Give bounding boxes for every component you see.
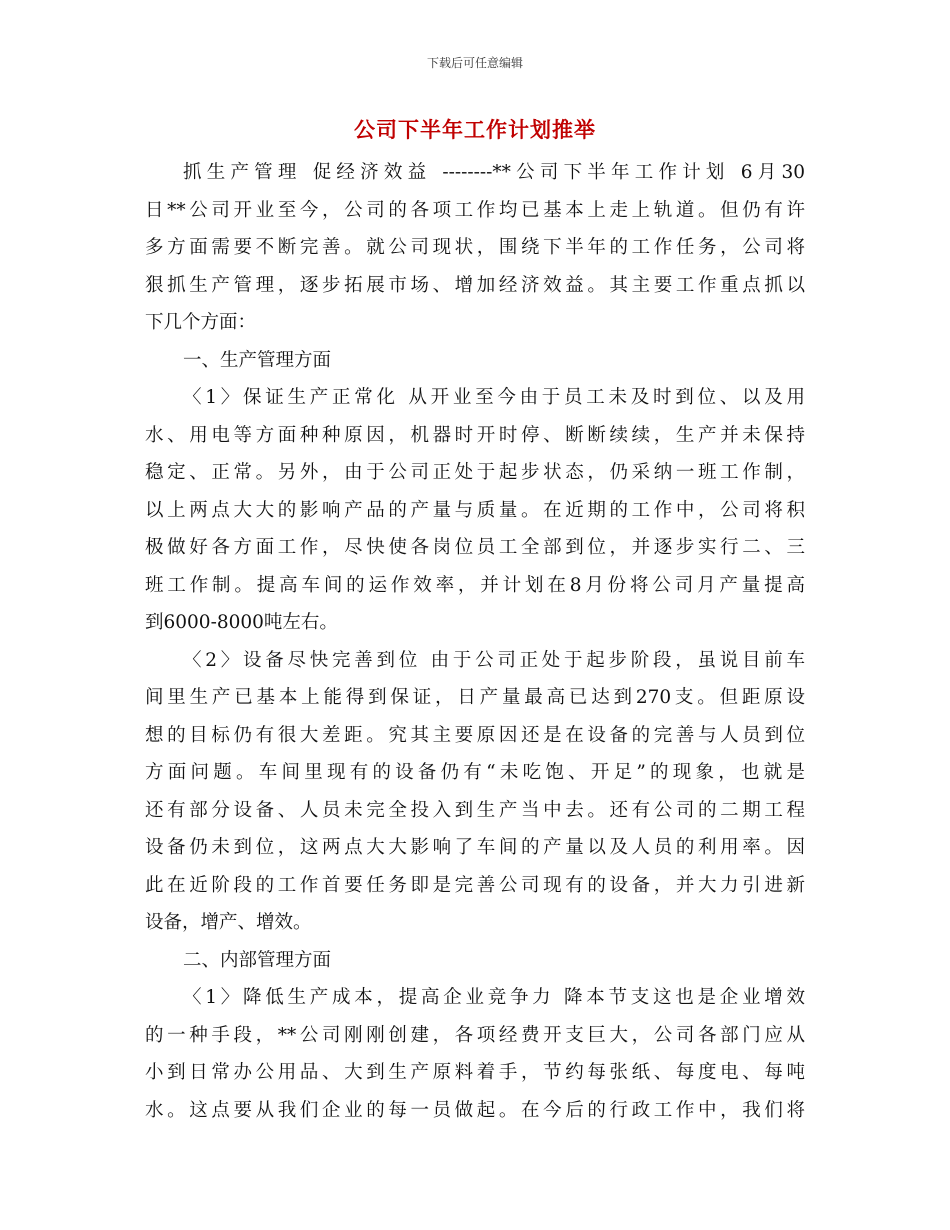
text-line: 班工作制。提高车间的运作效率，并计划在8月份将公司月产量提高 (145, 574, 805, 596)
text-line: 狠抓生产管理，逐步拓展市场、增加经济效益。其主要工作重点抓以 (145, 274, 805, 296)
document-body (145, 154, 805, 1129)
text-line: 间里生产已基本上能得到保证，日产量最高已达到270支。但距原设 (145, 687, 805, 708)
text-line: 极做好各方面工作，尽快使各岗位员工全部到位，并逐步实行二、三 (145, 537, 805, 558)
document-title: 公司下半年工作计划推举 (354, 118, 596, 142)
text-line: 二、内部管理方面 (183, 949, 332, 971)
text-line: 此在近阶段的工作首要任务即是完善公司现有的设备，并大力引进新 (145, 874, 805, 896)
text-line: 一、生产管理方面 (183, 349, 332, 371)
header-note: 下载后可任意编辑 (426, 56, 523, 70)
text-line: 〈1〉保证生产正常化 从开业至今由于员工未及时到位、以及用 (183, 387, 805, 408)
text-line: 方面问题。车间里现有的设备仍有“未吃饱、开足”的现象，也就是 (145, 762, 805, 783)
text-line: 的一种手段，**公司刚刚创建，各项经费开支巨大，公司各部门应从 (145, 1024, 805, 1046)
text-line: 抓生产管理 促经济效益 --------**公司下半年工作计划 6月30 (183, 162, 805, 183)
text-line: 多方面需要不断完善。就公司现状，围绕下半年的工作任务，公司将 (145, 237, 805, 258)
text-line: 设备仍未到位，这两点大大影响了车间的产量以及人员的利用率。因 (145, 837, 805, 858)
text-line: 设备，增产、增效。 (145, 912, 312, 933)
text-line: 想的目标仍有很大差距。究其主要原因还是在设备的完善与人员到位 (145, 724, 805, 746)
text-line: 〈1〉降低生产成本，提高企业竞争力 降本节支这也是企业增效 (183, 987, 805, 1008)
text-line: 日**公司开业至今，公司的各项工作均已基本上走上轨道。但仍有许 (145, 199, 805, 221)
text-line: 下几个方面： (145, 312, 257, 333)
text-line: 水、用电等方面种种原因，机器时开时停、断断续续，生产并未保持 (145, 424, 805, 446)
text-line: 还有部分设备、人员未完全投入到生产当中去。还有公司的二期工程 (145, 799, 805, 821)
text-line: 水。这点要从我们企业的每一员做起。在今后的行政工作中，我们将 (145, 1099, 805, 1121)
text-line: 小到日常办公用品、大到生产原料着手，节约每张纸、每度电、每吨 (145, 1062, 805, 1083)
text-line: 稳定、正常。另外，由于公司正处于起步状态，仍采纳一班工作制， (145, 462, 805, 483)
text-line: 到6000-8000吨左右。 (145, 612, 338, 633)
text-line: 以上两点大大的影响产品的产量与质量。在近期的工作中，公司将积 (145, 499, 805, 521)
text-line: 〈2〉设备尽快完善到位 由于公司正处于起步阶段，虽说目前车 (183, 649, 805, 671)
